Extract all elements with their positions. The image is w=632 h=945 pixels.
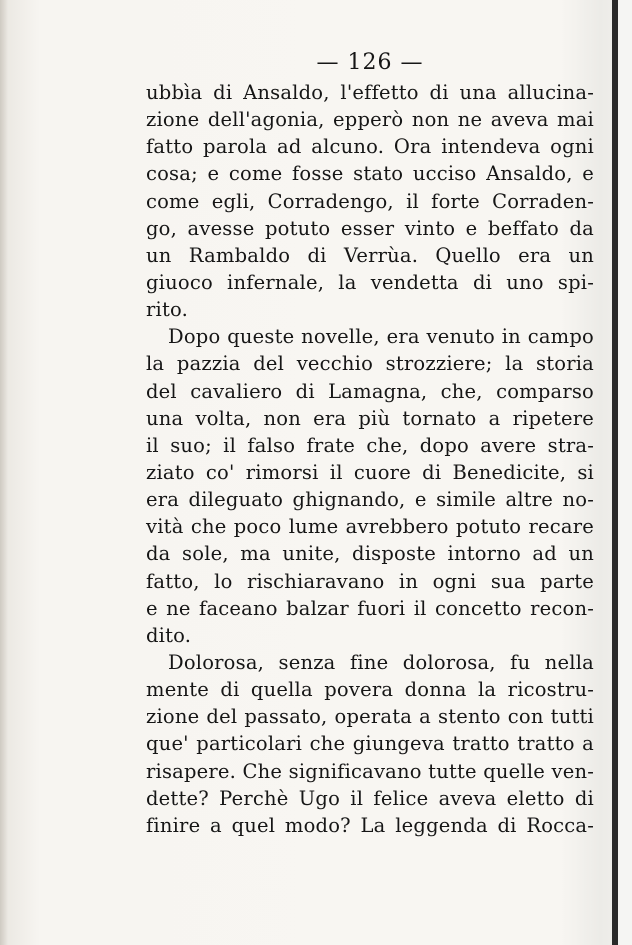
text-line: cosa; e come fosse stato ucciso Ansaldo, e — [146, 162, 594, 186]
text-line: fatto, lo rischiaravano in ogni sua parte — [146, 569, 594, 593]
text-line: era dileguato ghignando, e simile altre no- — [146, 488, 594, 512]
text-line: zione del passato, operata a stento con tutti — [146, 705, 594, 729]
book-binding-edge — [612, 0, 618, 945]
text-line: Dolorosa, senza fine dolorosa, fu nella — [168, 650, 594, 674]
text-line: risapere. Che significavano tutte quelle ven- — [146, 759, 594, 783]
page-number: — 126 — — [316, 50, 424, 75]
text-line: go, avesse potuto esser vinto e beffato da — [146, 216, 594, 240]
text-line: vità che poco lume avrebbero potuto recare — [146, 515, 594, 539]
text-line: una volta, non era più tornato a ripetere — [146, 406, 594, 430]
text-line: Dopo queste novelle, era venuto in campo — [168, 325, 594, 349]
text-line: mente di quella povera donna la ricostru- — [146, 678, 594, 702]
text-line: rito. — [146, 298, 188, 322]
text-line: ubbìa di Ansaldo, l'effetto di una allucina- — [146, 81, 594, 104]
text-line: dito. — [146, 623, 192, 647]
text-line: la pazzia del vecchio strozziere; la storia — [146, 352, 594, 376]
body-text — [146, 79, 594, 839]
text-line: come egli, Corradengo, il forte Corraden- — [146, 189, 594, 213]
text-line: il suo; il falso frate che, dopo avere stra- — [146, 433, 594, 457]
text-line: finire a quel modo? La leggenda di Rocca- — [146, 813, 594, 837]
text-line: zione dell'agonia, epperò non ne aveva mai — [146, 108, 594, 132]
text-line: e ne faceano balzar fuori il concetto recon- — [146, 596, 594, 620]
text-line: fatto parola ad alcuno. Ora intendeva ogni — [146, 135, 594, 159]
text-line: dette? Perchè Ugo il felice aveva eletto di — [146, 786, 594, 810]
text-line: que' particolari che giungeva tratto tratto a — [146, 732, 594, 756]
page-right-margin — [618, 0, 632, 945]
text-line: giuoco infernale, la vendetta di uno spi- — [146, 270, 594, 294]
text-line: un Rambaldo di Verrùa. Quello era un — [146, 243, 594, 267]
page-left-edge — [0, 0, 8, 945]
text-line: da sole, ma unite, disposte intorno ad un — [146, 542, 594, 566]
text-line: del cavaliero di Lamagna, che, comparso — [146, 379, 594, 403]
text-line: ziato co' rimorsi il cuore di Benedicite, si — [146, 460, 594, 484]
